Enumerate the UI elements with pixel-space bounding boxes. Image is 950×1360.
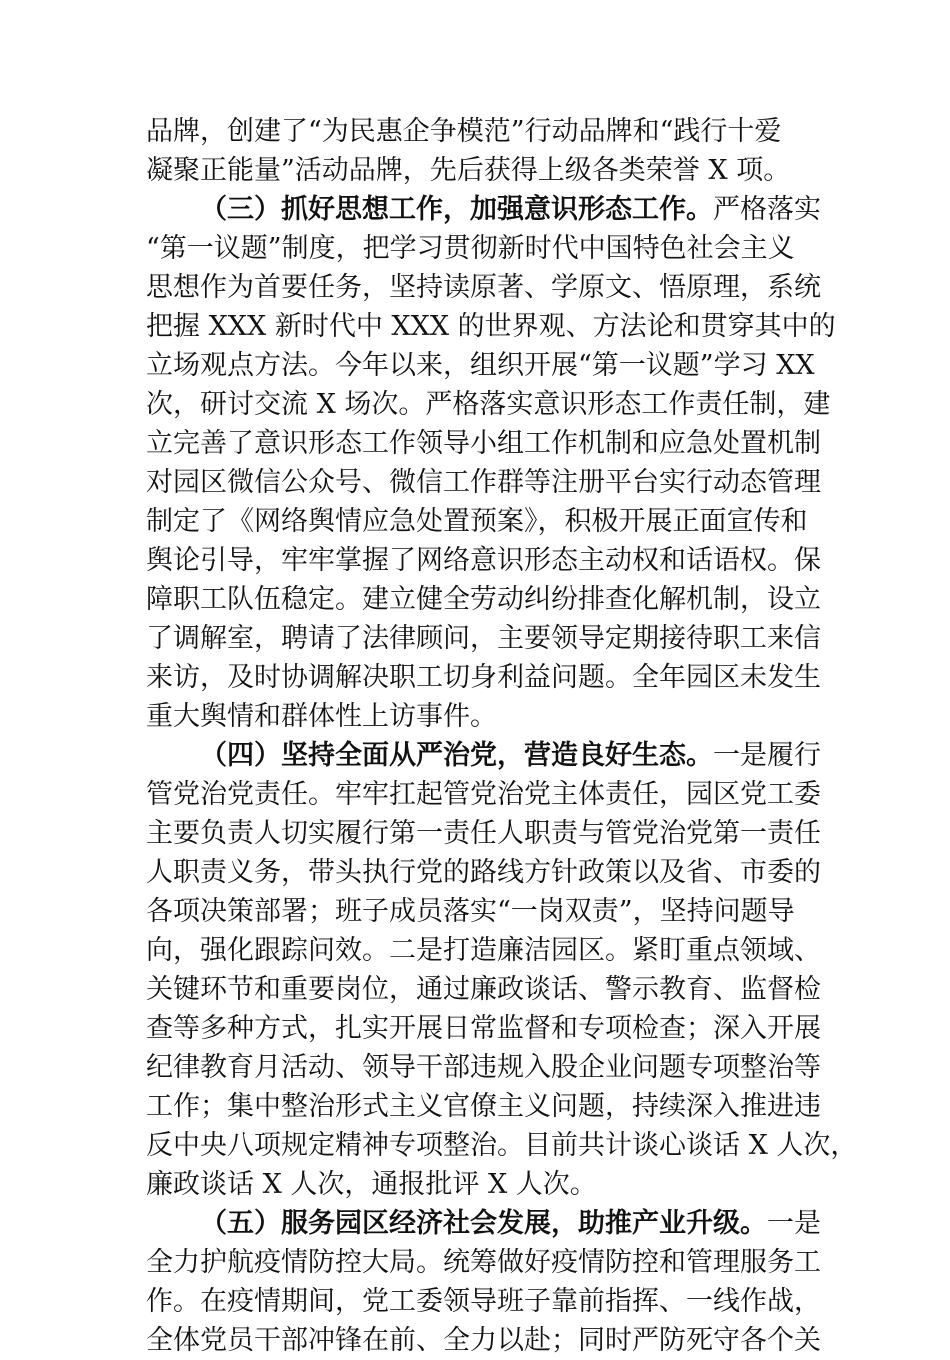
- text-line: 了调解室，聘请了法律顾问，主要领导定期接待职工来信: [146, 623, 821, 654]
- section-heading: （五）服务园区经济社会发展，助推产业升级。: [200, 1208, 767, 1239]
- text-line: “第一议题”制度，把学习贯彻新时代中国特色社会主义: [146, 233, 795, 264]
- text-line: 立完善了意识形态工作领导小组工作机制和应急处置机制: [146, 428, 821, 459]
- text-line: 作。在疫情期间，党工委领导班子靠前指挥、一线作战，: [146, 1286, 821, 1317]
- text-line: 对园区微信公众号、微信工作群等注册平台实行动态管理: [146, 467, 821, 498]
- paragraph-first-line: [146, 190, 821, 229]
- paragraph-2: [146, 190, 836, 736]
- text-line: 来访，及时协调解决职工切身利益问题。全年园区未发生: [146, 662, 821, 693]
- text-line: 反中央八项规定精神专项整治。目前共计谈心谈话 X 人次，: [146, 1130, 858, 1161]
- document-page: [146, 112, 858, 1360]
- text-line: 思想作为首要任务，坚持读原著、学原文、悟原理，系统: [146, 272, 821, 303]
- text-line: 人职责义务，带头执行党的路线方针政策以及省、市委的: [146, 857, 821, 888]
- text-run: 一是履行: [713, 740, 821, 771]
- text-line: 品牌，创建了“为民惠企争模范”行动品牌和“践行十爱: [146, 116, 782, 147]
- text-line: 凝聚正能量”活动品牌，先后获得上级各类荣誉 X 项。: [146, 155, 791, 186]
- text-line: 把握 XXX 新时代中 XXX 的世界观、方法论和贯穿其中的: [146, 311, 836, 342]
- text-line: 廉政谈话 X 人次，通报批评 X 人次。: [146, 1169, 597, 1200]
- text-run: 严格落实: [713, 194, 821, 225]
- text-line: 舆论引导，牢牢掌握了网络意识形态主动权和话语权。保: [146, 545, 821, 576]
- text-line: 查等多种方式，扎实开展日常监督和专项检查；深入开展: [146, 1013, 821, 1044]
- text-line: 重大舆情和群体性上访事件。: [146, 701, 497, 732]
- paragraph-3: [146, 736, 858, 1204]
- text-line: 全力护航疫情防控大局。统筹做好疫情防控和管理服务工: [146, 1247, 821, 1278]
- section-heading: （三）抓好思想工作，加强意识形态工作。: [200, 194, 713, 225]
- paragraph-4: [146, 1204, 821, 1360]
- text-line: 立场观点方法。今年以来，组织开展“第一议题”学习 XX: [146, 350, 815, 381]
- text-line: 纪律教育月活动、领导干部违规入股企业问题专项整治等: [146, 1052, 821, 1083]
- text-line: 向，强化跟踪问效。二是打造廉洁园区。紧盯重点领域、: [146, 935, 821, 966]
- section-heading: （四）坚持全面从严治党，营造良好生态。: [200, 740, 713, 771]
- text-line: 制定了《网络舆情应急处置预案》，积极开展正面宣传和: [146, 506, 808, 537]
- text-line: 工作；集中整治形式主义官僚主义问题，持续深入推进违: [146, 1091, 821, 1122]
- text-line: 障职工队伍稳定。建立健全劳动纠纷排查化解机制，设立: [146, 584, 821, 615]
- paragraph-first-line: [146, 1204, 821, 1243]
- text-line: 全体党员干部冲锋在前、全力以赴；同时严防死守各个关: [146, 1325, 821, 1356]
- text-line: 关键环节和重要岗位，通过廉政谈话、警示教育、监督检: [146, 974, 821, 1005]
- paragraph-1: [146, 112, 810, 190]
- paragraph-first-line: [146, 736, 821, 775]
- text-line: 管党治党责任。牢牢扛起管党治党主体责任，园区党工委: [146, 779, 821, 810]
- text-line: 次，研讨交流 X 场次。严格落实意识形态工作责任制，建: [146, 389, 831, 420]
- text-line: 各项决策部署；班子成员落实“一岗双责”，坚持问题导: [146, 896, 795, 927]
- text-run: 一是: [767, 1208, 821, 1239]
- text-line: 主要负责人切实履行第一责任人职责与管党治党第一责任: [146, 818, 821, 849]
